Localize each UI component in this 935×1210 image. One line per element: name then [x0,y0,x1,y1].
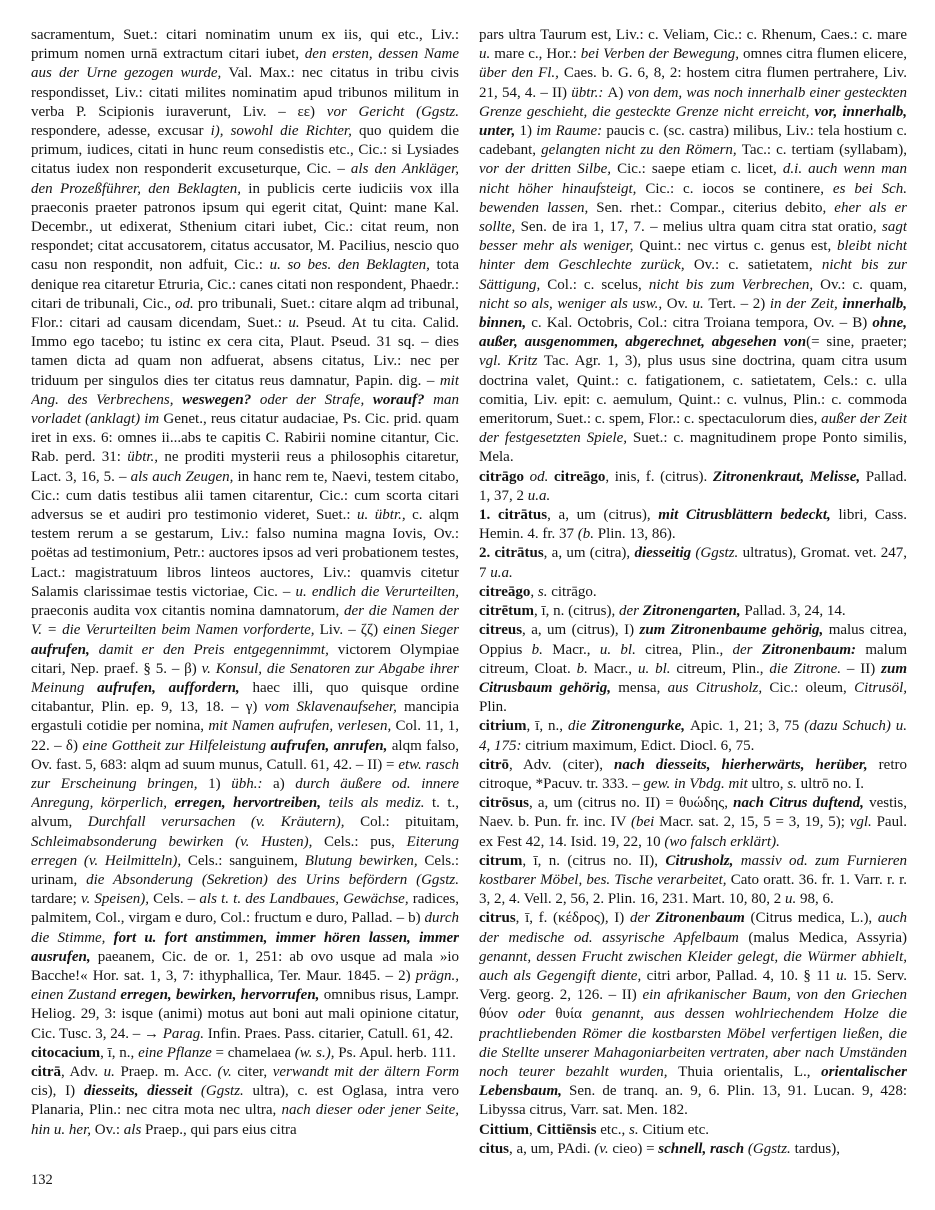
dictionary-entry-paragraph: 2. citrātus, a, um (citra), diesseitig (Ggstz. ultratus), Gromat. vet. 247, 7 u.a. [479,545,907,581]
dictionary-entry-paragraph: citus, a, um, PAdi. (v. cieo) = schnell, rasch (Ggstz. tardus), [479,1140,840,1157]
dictionary-entry-paragraph: 1. citrātus, a, um (citrus), mit Citrusblättern bedeckt, libri, Cass. Hemin. 4. fr. 37 (b. Plin. 13, 86). [479,507,907,543]
right-column [479,26,907,1159]
dictionary-entry-paragraph: citrētum, ī, n. (citrus), der Zitronengarten, Pallad. 3, 24, 14. [479,603,846,620]
dictionary-entry-paragraph: sacramentum, Suet.: citari nominatim unum ex iis, qui etc., Liv.: primum nomen urnā extractum citari iubet, den ersten, dessen Name aus der Urne gezogen wurde, Val. Max.: nec citatus in tribu civis respondisset, Liv.: citati milites nominatim apud tribunos militum in verba P. Scipionis iuraverunt, Liv. – εε) vor Gericht (Ggstz. respondere, adesse, excusar i), sowohl die Richter, quo quidem die primum, iudices, citati in hunc reum consedistis etc., Cic.: si Lysiades citatus iudex non responderit excuseturque, Cic. – als den Ankläger, den Prozeßführer, den Beklagten, in publicis certe iudiciis vox illa praeconis praeter patronos ipsum qui egerit citat, Quint: mane Kal. Decembr., ut edixerat, Sthenium citari iubet, Cic.: citat reum, non respondet; citat accusatorem, citatus accusator, M. Pacilius, nescio quo casu non respondit, non adfuit, Cic.: u. so bes. den Beklagten, tota denique rea citaretur Etruria, Cic.: canes citati non respondent, Phaedr.: citari de tribunali, Cic., od. pro tribunali, Suet.: citare alqm ad tribunal, Flor.: citari ad causam dicendam, Suet.: u. Pseud. At tu cita. Calid. Immo ego tacebo; tu istinc ex cera cita, Plaut. Pseud. 31 sq. – dies tamen dicta ad quam non adfuerat, absens citatus, Liv.: nec per triduum per singulos dies ter citatus reus damnatur, Papin. dig. – mit Ang. des Verbrechens, weswegen? oder der Strafe, worauf? man vorladet (anklagt) im Genet., reus citatur audaciae, Ps. Cic. prid. quam iret in exs. 6: omnes ii...abs te capitis C. Rabirii nomine citantur, Cic. Rab. perd. 31: übtr., ne proditi mysterii reus a philosophis citaretur, Lact. 3, 16, 5. – als auch Zeugen, in hanc rem te, Naevi, testem citabo, Cic.: cum datis testibus alii tamen citarentur, Cic.: cum scorta citari adversus se et audiri pro testimonio videret, Suet.: u. übtr., c. alqm testem rerum a se gestarum, Liv.: falso numina magna Iovis, Ov.: poëtas ad testimonium, Petr.: auctores ipsos ad veri probationem testes, Lact.: magistratuum libros linteos auctores, Liv.: quamvis citetur Salamis clarissimae testis victoriae, Cic. – u. endlich die Verurteilten, praeconis audita vox citantis nomina damnatorum, der die Namen der V. = die Verurteilten beim Namen vorforderte, Liv. – ζζ) einen Sieger aufrufen, damit er den Preis entgegennimmt, victorem Olympiae citari, Nep. praef. § 5. – β) v. Konsul, die Senatoren zur Abgabe ihrer Meinung aufrufen, auffordern, haec illi, quo quisque ordine citabantur, Plin. ep. 9, 13, 18. – γ) vom Sklavenaufseher, mancipia ergastuli cotidie per nomina, mit Namen aufrufen, verlesen, Col. 11, 1, 22. – δ) eine Gottheit zur Hilfeleistung aufrufen, anrufen, alqm falso, Ov. fast. 5, 683: alqm ad suum munus, Catull. 61, 42. – II) = etw. rasch zur Erscheinung bringen, 1) übh.: a) durch äußere od. innere Anregung, körperlich, erregen, hervortreiben, teils als mediz. t. t., alvum, Durchfall verursachen (v. Kräutern), Col.: pituitam, Schleimabsonderung bewirken (v. Husten), Cels.: pus, Eiterung erregen (v. Heilmitteln), Cels.: sanguinem, Blutung bewirken, Cels.: urinam, die Absonderung (Sekretion) des Urins befördern (Ggstz. tardare; v. Speisen), Cels. – als t. t. des Landbaues, Gewächse, radices, palmitem, Col., virgam e duro, Col.: fructum e duro, Pallad. – b) durch die Stimme, fort u. fort anstimmen, immer hören lassen, immer ausrufen, paeanem, Cic. de or. 1, 251: ab ovo usque ad mala »io Bacche!« Hor. sat. 1, 3, 7: ithyphallica, Ter. Maur. 1845. – 2) prägn., einen Zustand erregen, bewirken, hervorrufen, omnibus risus, Lampr. Heliog. 29, 3: isque (animi) motus aut boni aut mali opinione citatur, Cic. Tusc. 3, 24. – → Parag. Infin. Praes. Pass. citarier, Catull. 61, 42. [31,27,459,1042]
dictionary-entry-paragraph: pars ultra Taurum est, Liv.: c. Veliam, Cic.: c. Rhenum, Caes.: c. mare u. mare c., Hor.: bei Verben der Bewegung, omnes citra flumen elicere, über den Fl., Caes. b. G. 6, 8, 2: hostem citra flumen pertrahere, Liv. 21, 54, 4. – II) übtr.: A) von dem, was noch innerhalb einer gesteckten Grenze geschieht, die gesteckte Grenze nicht erreicht, vor, innerhalb, unter, 1) im Raume: paucis c. (sc. castra) milibus, Liv.: tela hostium c. cadebant, gelangten nicht zu den Römern, Tac.: c. tertiam (syllabam), vor der dritten Silbe, Cic.: saepe etiam c. licet, d.i. auch wenn man nicht höher hinaufsteigt, Cic.: c. iocos se continere, es bei Sch. bewenden lassen, Sen. rhet.: Compar., citerius debito, eher als er sollte, Sen. de ira 1, 17, 7. – melius ultra quam citra stat oratio, sagt besser mehr als weniger, Quint.: nec virtus c. genus est, bleibt nicht hinter dem Geschlechte zurück, Ov.: c. satietatem, nicht bis zur Sättigung, Col.: c. scelus, nicht bis zum Verbrechen, Ov.: c. quam, nicht so als, weniger als usw., Ov. u. Tert. – 2) in der Zeit, innerhalb, binnen, c. Kal. Octobris, Col.: citra Troiana tempora, Ov. – B) ohne, außer, ausgenommen, abgerechnet, abgesehen von(= sine, praeter; vgl. Kritz Tac. Agr. 1, 3), plus usus sine doctrina, quam citra usum doctrina valet, Quint.: c. fatigationem, c. satietatem, Cels.: c. ulla comitia, Liv. epit: c. aemulum, Quint.: c. vulnus, Plin.: c. commoda emeritorum, Suet.: c. spem, Flor.: c. spectaculorum dies, außer der Zeit der festgesetzten Spiele, Suet.: c. magnitudinem prope Ponto similis, Mela. [479,27,907,466]
dictionary-entry-paragraph: citrus, ī, f. (κέδρος), I) der Zitronenbaum (Citrus medica, L.), auch der medische od. assyrische Apfelbaum (malus Medica, Assyria) genannt, dessen Frucht zwischen Kleider gelegt, die Würmer abhielt, auch als Gegengift diente, citri arbor, Pallad. 4, 10. § 11 u. 15. Serv. Verg. georg. 2, 126. – II) ein afrikanischer Baum, von den Griechen θύον oder θυία genannt, aus dessen wohlriechendem Holze die prachtliebenden Römer die kostbarsten Möbel verfertigen ließen, die die Stellte unserer Mahagoniarbeiten vertraten, aber nach Umständen noch teurer bezahlt wurden, Thuia orientalis, L., orientalischer Lebensbaum, Sen. de tranq. an. 9, 6. Plin. 13, 91. Lucan. 9, 428: Libyssa citrus, Varr. sat. Men. 182. [479,910,907,1119]
dictionary-entry-paragraph: citrium, ī, n., die Zitronengurke, Apic. 1, 21; 3, 75 (dazu Schuch) u. 4, 175: citrium maximum, Edict. Diocl. 6, 75. [479,718,907,754]
dictionary-entry-paragraph: Cittium, Cittiēnsis etc., s. Citium etc. [479,1121,709,1138]
dictionary-entry-paragraph: citrāgo od. citreāgo, inis, f. (citrus). Zitronenkraut, Melisse, Pallad. 1, 37, 2 u.a. [479,468,907,504]
page-number: 132 [31,1172,53,1188]
dictionary-entry-paragraph: citrum, ī, n. (citrus no. II), Citrusholz, massiv od. zum Furnieren kostbarer Möbel, bes. Tische verarbeitet, Cato oratt. 36. fr. 1. Varr. r. r. 3, 2, 4. Vell. 2, 56, 2. Plin. 16, 231. Mart. 10, 80, 2 u. 98, 6. [479,852,907,908]
dictionary-entry-paragraph: citrō, Adv. (citer), nach diesseits, hierherwärts, herüber, retro citroque, *Pacuv. tr. 333. – gew. in Vbdg. mit ultro, s. ultrō no. I. [479,756,907,792]
dictionary-entry-paragraph: citocacium, ī, n., eine Pflanze = chamelaea (w. s.), Ps. Apul. herb. 111. [31,1044,456,1061]
dictionary-entry-paragraph: citreāgo, s. citrāgo. [479,583,597,600]
dictionary-entry-paragraph: citreus, a, um (citrus), I) zum Zitronenbaume gehörig, malus citrea, Oppius b. Macr., u. bl. citrea, Plin., der Zitronenbaum: malum citreum, Cloat. b. Macr., u. bl. citreum, Plin., die Zitrone. – II) zum Citrusbaum gehörig, mensa, aus Citrusholz, Cic.: oleum, Citrusöl, Plin. [479,622,907,716]
dictionary-entry-paragraph: citrā, Adv. u. Praep. m. Acc. (v. citer, verwandt mit der ältern Form cis), I) diesseits, diesseit (Ggstz. ultra), c. est Oglasa, intra vero Planaria, Plin.: nec citra mota nec ultra, nach dieser oder jener Seite, hin u. her, Ov.: als Praep., qui pars eius citra [31,1063,459,1138]
left-column [31,26,459,1140]
dictionary-entry-paragraph: citrōsus, a, um (citrus no. II) = θυώδης, nach Citrus duftend, vestis, Naev. b. Pun. fr. inc. IV (bei Macr. sat. 2, 15, 5 = 3, 19, 5); vgl. Paul. ex Fest 42, 14. Isid. 19, 22, 10 (wo falsch erklärt). [479,795,907,850]
